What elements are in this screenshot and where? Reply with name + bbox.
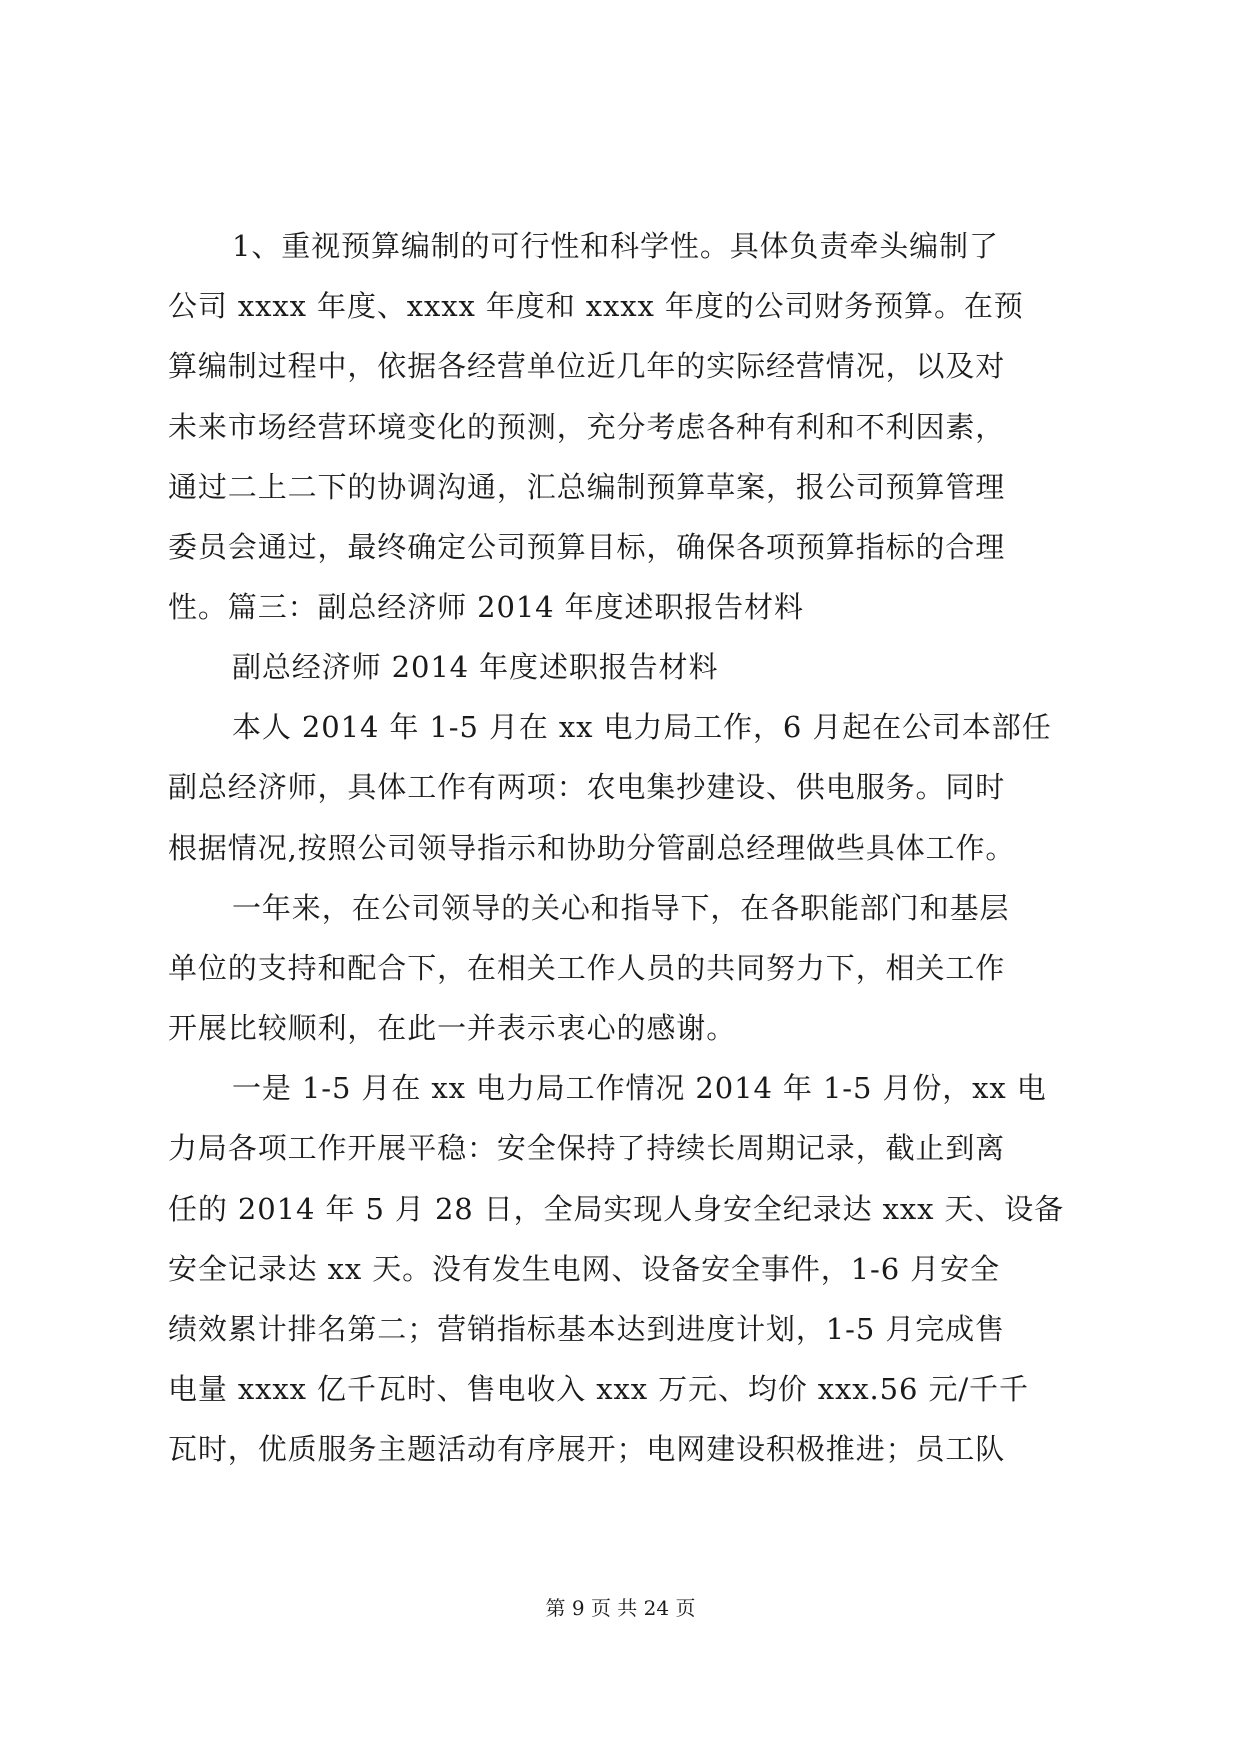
text-line: 根据情况,按照公司领导指示和协助分管副总经理做些具体工作。 xyxy=(168,831,1016,865)
section-heading: 副总经济师 2014 年度述职报告材料 xyxy=(232,650,719,684)
text-line: 单位的支持和配合下，在相关工作人员的共同努力下，相关工作 xyxy=(168,951,1006,985)
text-line: 绩效累计排名第二；营销指标基本达到进度计划，1-5 月完成售 xyxy=(168,1312,1005,1346)
text-line: 力局各项工作开展平稳：安全保持了持续长周期记录，截止到离 xyxy=(168,1131,1006,1165)
text-line: 性。篇三：副总经济师 2014 年度述职报告材料 xyxy=(168,590,804,624)
text-line: 安全记录达 xx 天。没有发生电网、设备安全事件，1-6 月安全 xyxy=(168,1252,1000,1286)
text-line: 通过二上二下的协调沟通，汇总编制预算草案，报公司预算管理 xyxy=(168,470,1006,504)
text-line: 1、重视预算编制的可行性和科学性。具体负责牵头编制了 xyxy=(232,229,999,263)
text-line: 副总经济师，具体工作有两项：农电集抄建设、供电服务。同时 xyxy=(168,770,1006,804)
text-line: 算编制过程中，依据各经营单位近几年的实际经营情况，以及对 xyxy=(168,349,1006,383)
text-line: 一年来，在公司领导的关心和指导下，在各职能部门和基层 xyxy=(232,891,1010,925)
text-line: 公司 xxxx 年度、xxxx 年度和 xxxx 年度的公司财务预算。在预 xyxy=(168,289,1024,323)
text-line: 瓦时，优质服务主题活动有序展开；电网建设积极推进；员工队 xyxy=(168,1432,1006,1466)
text-line: 未来市场经营环境变化的预测，充分考虑各种有利和不利因素， xyxy=(168,410,1006,444)
page-footer: 第 9 页 共 24 页 xyxy=(545,1596,696,1620)
text-line: 委员会通过，最终确定公司预算目标，确保各项预算指标的合理 xyxy=(168,530,1006,564)
text-line: 一是 1-5 月在 xx 电力局工作情况 2014 年 1-5 月份，xx 电 xyxy=(232,1071,1047,1105)
text-line: 任的 2014 年 5 月 28 日，全局实现人身安全纪录达 xxx 天、设备 xyxy=(168,1192,1065,1226)
text-line: 本人 2014 年 1-5 月在 xx 电力局工作，6 月起在公司本部任 xyxy=(232,710,1052,744)
text-line: 开展比较顺利，在此一并表示衷心的感谢。 xyxy=(168,1011,737,1045)
text-line: 电量 xxxx 亿千瓦时、售电收入 xxx 万元、均价 xxx.56 元/千千 xyxy=(168,1372,1029,1406)
